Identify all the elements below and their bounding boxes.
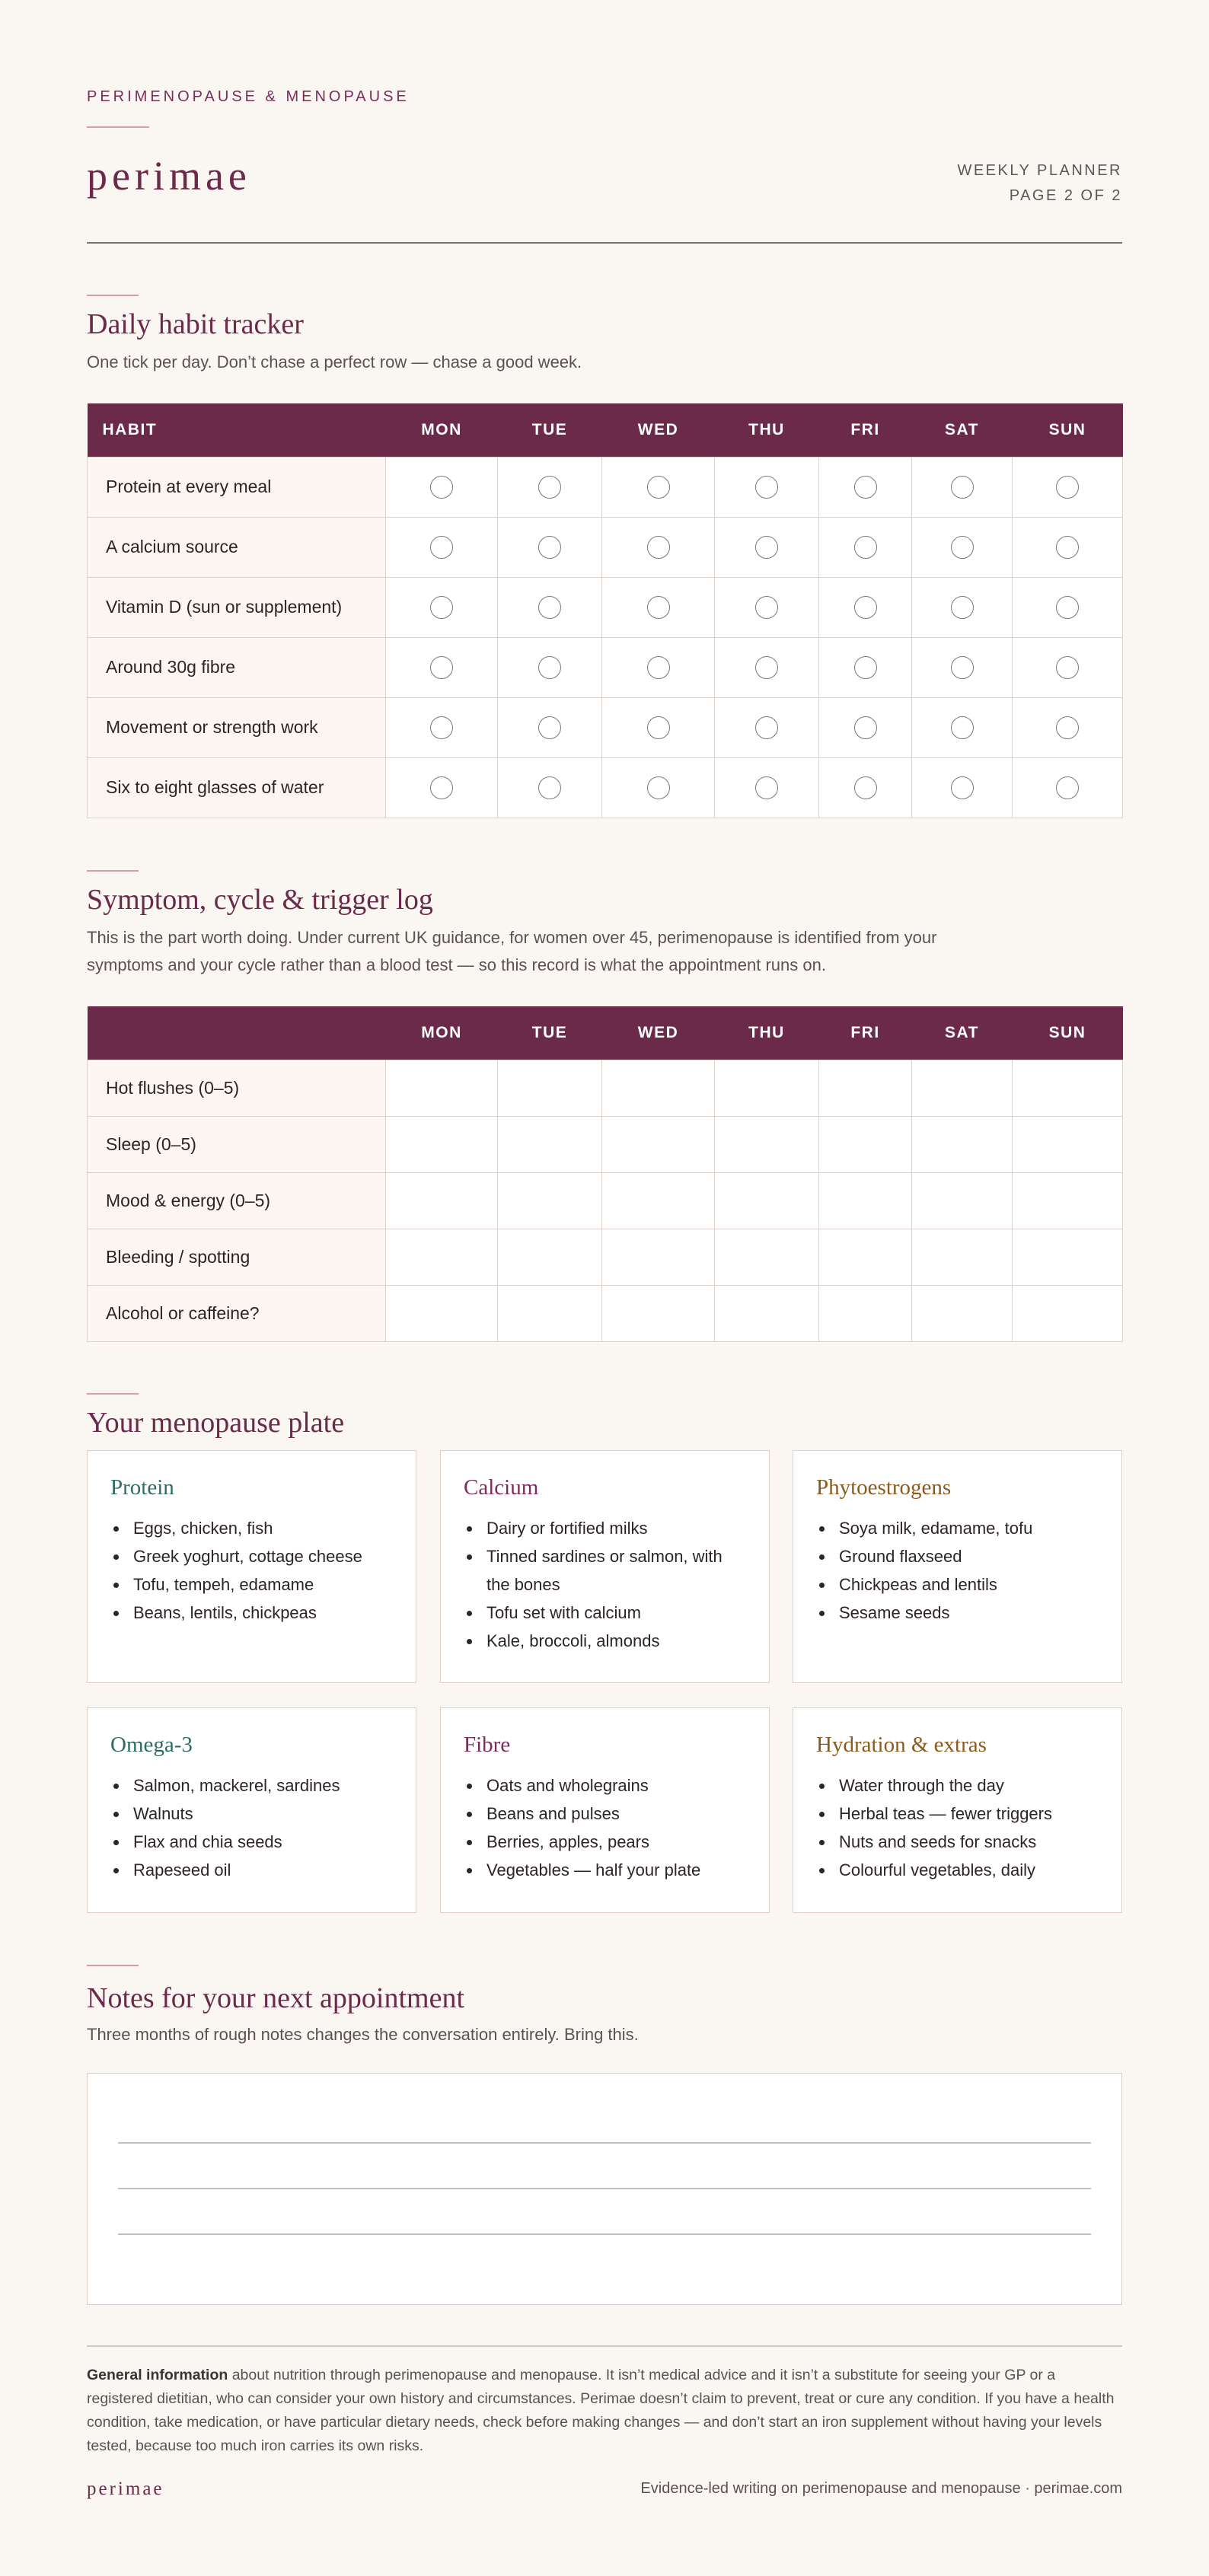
log-entry-cell[interactable] [819,1116,912,1172]
log-entry-cell[interactable] [498,1116,602,1172]
food-list [816,1771,1099,1884]
habit-cell [602,577,715,637]
symptom-label: Mood & energy (0–5) [88,1172,386,1229]
habit-cell [715,637,819,697]
list-item: Oats and wholegrains [464,1771,746,1800]
tick-circle-icon[interactable] [647,776,670,799]
habit-cell [386,757,498,818]
tick-circle-icon[interactable] [854,776,877,799]
notes-line [118,2142,1091,2144]
log-entry-cell[interactable] [1013,1060,1123,1116]
habit-cell [498,517,602,577]
habit-cell [1013,577,1123,637]
food-card [440,1450,770,1683]
habit-cell [1013,517,1123,577]
habit-cell [912,697,1013,757]
tick-circle-icon[interactable] [647,536,670,559]
brand-logo: perimae [87,153,251,199]
symptom-table-header [88,1006,1123,1060]
table-row [88,1285,1123,1341]
list-item: Salmon, mackerel, sardines [110,1771,393,1800]
habit-cell [819,517,912,577]
habit-cell [498,457,602,517]
plate-title: Your menopause plate [87,1407,345,1439]
list-item: Beans, lentils, chickpeas [110,1599,393,1627]
list-item: Nuts and seeds for snacks [816,1828,1099,1856]
habit-cell [386,457,498,517]
habit-cell [498,577,602,637]
habit-table-header [88,403,1123,457]
log-entry-cell[interactable] [602,1285,715,1341]
log-entry-cell[interactable] [498,1060,602,1116]
eyebrow: PERIMENOPAUSE & MENOPAUSE [87,88,410,105]
log-entry-cell[interactable] [912,1060,1013,1116]
log-entry-cell[interactable] [1013,1285,1123,1341]
habit-cell [715,697,819,757]
log-entry-cell[interactable] [912,1172,1013,1229]
habit-cell [498,757,602,818]
symptom-log-table [87,1006,1123,1342]
habit-cell [1013,457,1123,517]
list-item: Greek yoghurt, cottage cheese [110,1542,393,1570]
tick-circle-icon[interactable] [1056,536,1079,559]
food-card [87,1450,416,1683]
list-item: Ground flaxseed [816,1542,1099,1570]
tick-circle-icon[interactable] [951,776,974,799]
list-item: Soya milk, edamame, tofu [816,1514,1099,1542]
log-entry-cell[interactable] [602,1060,715,1116]
food-list [464,1514,746,1655]
notes-writing-area[interactable] [87,2073,1122,2305]
section-rule [87,870,139,872]
food-card [87,1707,416,1913]
food-list [816,1514,1099,1627]
tick-circle-icon[interactable] [854,656,877,679]
eyebrow-rule [87,126,149,128]
habit-cell [602,637,715,697]
list-item: Rapeseed oil [110,1856,393,1884]
food-card [793,1450,1122,1683]
section-rule [87,295,139,296]
log-entry-cell[interactable] [819,1285,912,1341]
table-row [88,637,1123,697]
tick-circle-icon[interactable] [538,656,561,679]
day-header-thu: THU [715,1006,819,1060]
log-entry-cell[interactable] [1013,1116,1123,1172]
tick-circle-icon[interactable] [755,596,778,619]
habit-cell [498,637,602,697]
notes-title: Notes for your next appointment [87,1982,465,2014]
log-entry-cell[interactable] [715,1172,819,1229]
list-item: Flax and chia seeds [110,1828,393,1856]
symptom-table-body [88,1060,1123,1341]
list-item: Tofu, tempeh, edamame [110,1570,393,1599]
habit-cell [715,457,819,517]
tick-circle-icon[interactable] [755,776,778,799]
habit-cell [602,697,715,757]
symptom-label: Alcohol or caffeine? [88,1285,386,1341]
table-row [88,1172,1123,1229]
symptom-label: Bleeding / spotting [88,1229,386,1285]
log-entry-cell[interactable] [386,1116,498,1172]
habit-cell [819,637,912,697]
food-card [793,1707,1122,1913]
tick-circle-icon[interactable] [951,536,974,559]
food-card-title: Hydration & extras [816,1733,987,1757]
notes-lede: Three months of rough notes changes the conversation entirely. Bring this. [87,2025,639,2044]
day-header-sat: SAT [912,403,1013,457]
tick-circle-icon[interactable] [951,476,974,499]
habit-tracker-title: Daily habit tracker [87,308,304,340]
food-list [464,1771,746,1884]
symptom-label: Sleep (0–5) [88,1116,386,1172]
symptom-log-title: Symptom, cycle & trigger log [87,884,433,916]
disclaimer-lead: General information [87,2367,228,2383]
list-item: Vegetables — half your plate [464,1856,746,1884]
log-entry-cell[interactable] [498,1285,602,1341]
habit-column-header: HABIT [88,403,386,457]
day-header-fri: FRI [819,403,912,457]
day-header-wed: WED [602,1006,715,1060]
tick-circle-icon[interactable] [951,656,974,679]
planner-meta [957,158,1122,209]
list-item: Kale, broccoli, almonds [464,1627,746,1655]
day-header-mon: MON [386,1006,498,1060]
food-card-title: Protein [110,1475,174,1500]
tick-circle-icon[interactable] [430,716,453,739]
habit-label: Movement or strength work [88,697,386,757]
tick-circle-icon[interactable] [1056,776,1079,799]
log-entry-cell[interactable] [386,1172,498,1229]
list-item: Tinned sardines or salmon, with the bones [464,1542,746,1599]
tick-circle-icon[interactable] [538,536,561,559]
habit-cell [498,697,602,757]
habit-tracker-lede: One tick per day. Don’t chase a perfect row — chase a good week. [87,352,582,371]
habit-cell [819,757,912,818]
log-entry-cell[interactable] [386,1229,498,1285]
footer-divider [87,2345,1122,2347]
log-entry-cell[interactable] [819,1172,912,1229]
habit-cell [715,757,819,818]
habit-cell [1013,757,1123,818]
log-entry-cell[interactable] [819,1229,912,1285]
log-entry-cell[interactable] [912,1229,1013,1285]
tick-circle-icon[interactable] [538,776,561,799]
list-item: Sesame seeds [816,1599,1099,1627]
tick-circle-icon[interactable] [854,716,877,739]
log-entry-cell[interactable] [498,1172,602,1229]
habit-cell [386,697,498,757]
tick-circle-icon[interactable] [755,716,778,739]
table-row [88,697,1123,757]
list-item: Herbal teas — fewer triggers [816,1800,1099,1828]
table-row [88,1060,1123,1116]
habit-cell [386,517,498,577]
day-header-thu: THU [715,403,819,457]
tick-circle-icon[interactable] [430,656,453,679]
habit-cell [912,637,1013,697]
tick-circle-icon[interactable] [1056,596,1079,619]
log-entry-cell[interactable] [715,1060,819,1116]
footer-tagline: Evidence-led writing on perimenopause and menopause · perimae.com [640,2480,1122,2497]
symptom-log-lede: This is the part worth doing. Under current UK guidance, for women over 45, perimenopause is identified from your symptoms and your cycle rather than a blood test — so this record is what the appointment runs on. [87,928,937,974]
habit-label: Vitamin D (sun or supplement) [88,577,386,637]
tick-circle-icon[interactable] [538,596,561,619]
food-card [440,1707,770,1913]
list-item: Eggs, chicken, fish [110,1514,393,1542]
food-card-title: Phytoestrogens [816,1475,952,1500]
list-item: Beans and pulses [464,1800,746,1828]
tick-circle-icon[interactable] [854,536,877,559]
tick-circle-icon[interactable] [538,716,561,739]
log-entry-cell[interactable] [602,1229,715,1285]
food-card-title: Omega-3 [110,1733,193,1757]
tick-circle-icon[interactable] [755,536,778,559]
day-header-wed: WED [602,403,715,457]
habit-cell [1013,637,1123,697]
tick-circle-icon[interactable] [430,776,453,799]
habit-cell [819,577,912,637]
tick-circle-icon[interactable] [430,596,453,619]
list-item: Berries, apples, pears [464,1828,746,1856]
list-item: Dairy or fortified milks [464,1514,746,1542]
disclaimer [87,2364,1122,2458]
habit-cell [715,577,819,637]
food-card-title: Fibre [464,1733,511,1757]
day-header-fri: FRI [819,1006,912,1060]
log-entry-cell[interactable] [819,1060,912,1116]
habit-cell [386,577,498,637]
symptom-label: Hot flushes (0–5) [88,1060,386,1116]
log-entry-cell[interactable] [912,1285,1013,1341]
symptom-column-header [88,1006,386,1060]
habit-label: Six to eight glasses of water [88,757,386,818]
page-label: PAGE 2 OF 2 [1009,187,1122,204]
tick-circle-icon[interactable] [430,476,453,499]
habit-cell [912,577,1013,637]
tick-circle-icon[interactable] [647,656,670,679]
tick-circle-icon[interactable] [951,596,974,619]
notes-line [118,2233,1091,2235]
tick-circle-icon[interactable] [755,476,778,499]
tick-circle-icon[interactable] [647,716,670,739]
tick-circle-icon[interactable] [647,476,670,499]
habit-cell [819,457,912,517]
list-item: Water through the day [816,1771,1099,1800]
log-entry-cell[interactable] [715,1229,819,1285]
table-row [88,577,1123,637]
habit-cell [386,637,498,697]
tick-circle-icon[interactable] [951,716,974,739]
day-header-mon: MON [386,403,498,457]
habit-cell [602,757,715,818]
habit-label: A calcium source [88,517,386,577]
tick-circle-icon[interactable] [647,596,670,619]
habit-label: Protein at every meal [88,457,386,517]
list-item: Walnuts [110,1800,393,1828]
log-entry-cell[interactable] [912,1116,1013,1172]
log-entry-cell[interactable] [602,1172,715,1229]
table-row [88,1229,1123,1285]
section-rule [87,1965,139,1966]
day-header-sun: SUN [1013,403,1123,457]
tick-circle-icon[interactable] [430,536,453,559]
habit-cell [602,517,715,577]
habit-cell [1013,697,1123,757]
header-divider [87,242,1122,244]
log-entry-cell[interactable] [386,1060,498,1116]
log-entry-cell[interactable] [498,1229,602,1285]
habit-table-body [88,457,1123,818]
log-entry-cell[interactable] [1013,1229,1123,1285]
footer-brand: perimae [87,2479,164,2499]
day-header-tue: TUE [498,1006,602,1060]
habit-cell [715,517,819,577]
planner-title: WEEKLY PLANNER [957,162,1122,179]
tick-circle-icon[interactable] [755,656,778,679]
habit-cell [912,757,1013,818]
table-row [88,517,1123,577]
list-item: Tofu set with calcium [464,1599,746,1627]
section-rule [87,1393,139,1395]
log-entry-cell[interactable] [386,1285,498,1341]
tick-circle-icon[interactable] [538,476,561,499]
habit-label: Around 30g fibre [88,637,386,697]
habit-tracker-table [87,403,1123,818]
day-header-sat: SAT [912,1006,1013,1060]
tick-circle-icon[interactable] [854,596,877,619]
log-entry-cell[interactable] [1013,1172,1123,1229]
log-entry-cell[interactable] [715,1285,819,1341]
food-card-title: Calcium [464,1475,539,1500]
list-item: Chickpeas and lentils [816,1570,1099,1599]
notes-line [118,2188,1091,2189]
list-item: Colourful vegetables, daily [816,1856,1099,1884]
tick-circle-icon[interactable] [1056,716,1079,739]
disclaimer-body: about nutrition through perimenopause and menopause. It isn’t medical advice and it isn’t a substitute for seeing your GP or a registered dietitian, who can consider your own history and circumstances. Perimae doesn’t claim to prevent, treat or cure any condition. If you have a health condition, take medication, or have particular dietary needs, check before making changes — and don’t start an iron supplement without having your levels tested, because too much iron carries its own risks. [87,2367,1115,2454]
habit-cell [912,517,1013,577]
food-list [110,1514,393,1627]
food-list [110,1771,393,1884]
day-header-sun: SUN [1013,1006,1123,1060]
log-entry-cell[interactable] [715,1116,819,1172]
habit-cell [819,697,912,757]
tick-circle-icon[interactable] [854,476,877,499]
day-header-tue: TUE [498,403,602,457]
table-row [88,757,1123,818]
habit-cell [912,457,1013,517]
table-row [88,1116,1123,1172]
table-row [88,457,1123,517]
tick-circle-icon[interactable] [1056,656,1079,679]
log-entry-cell[interactable] [602,1116,715,1172]
habit-cell [602,457,715,517]
tick-circle-icon[interactable] [1056,476,1079,499]
